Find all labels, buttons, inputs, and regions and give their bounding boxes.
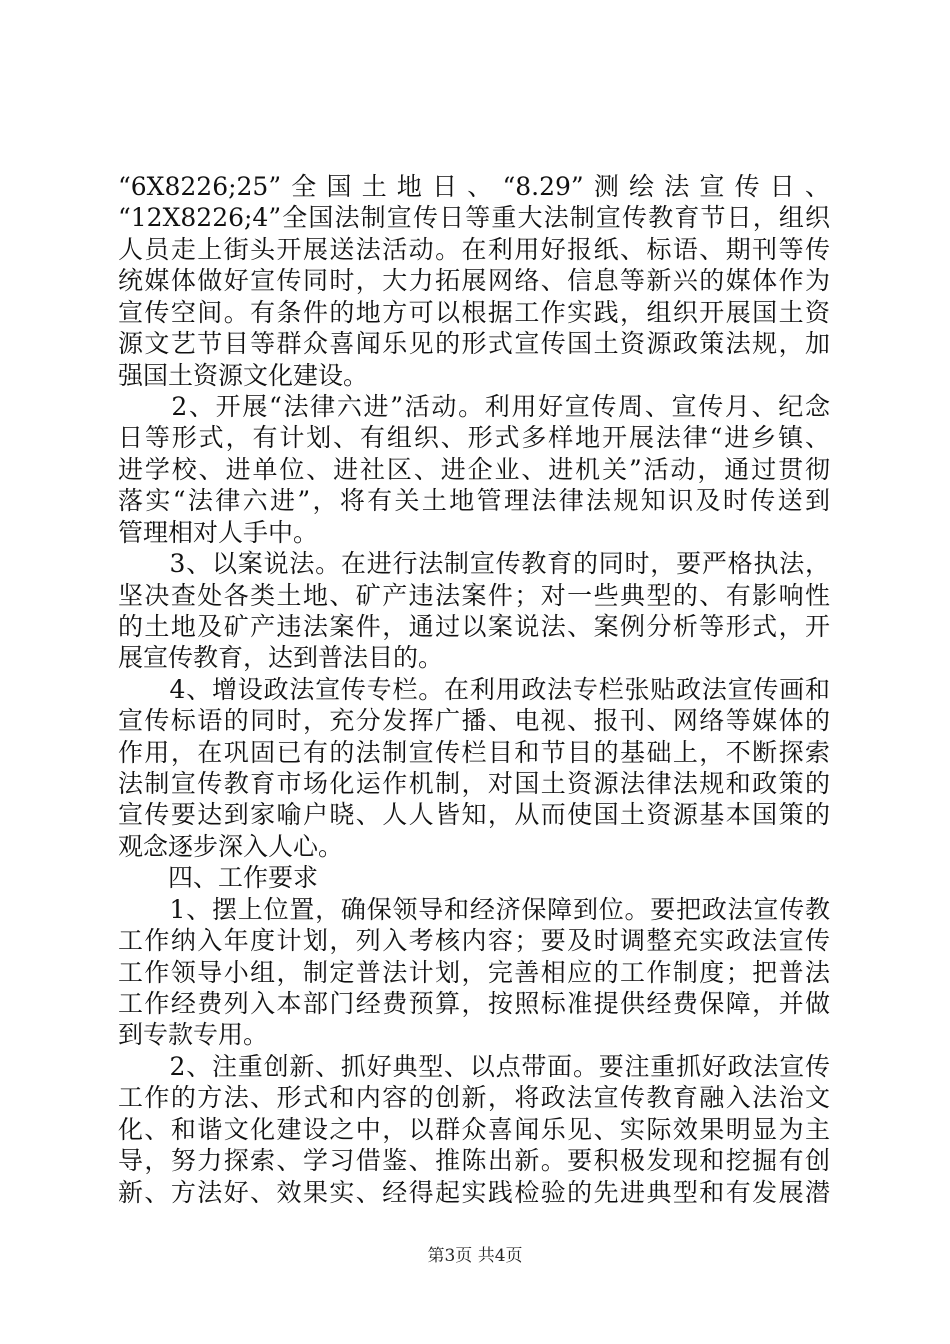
text-line: 工作经费列入本部门经费预算，按照标准提供经费保障，并做	[118, 989, 830, 1019]
text-line: 1、摆上位置，确保领导和经济保障到位。要把政法宣传教	[118, 894, 830, 924]
text-line: 工作的方法、形式和内容的创新，将政法宣传教育融入法治文	[118, 1083, 830, 1113]
text-line: 4、增设政法宣传专栏。在利用政法专栏张贴政法宣传画和	[118, 674, 830, 704]
text-line: 管理相对人手中。	[118, 517, 319, 547]
text-line: “6X8226;25”全国土地日、“8.29”测绘法宣传日、	[118, 172, 830, 201]
text-line: 新、方法好、效果实、经得起实践检验的先进典型和有发展潜	[118, 1177, 830, 1207]
text-line: 强国土资源文化建设。	[118, 360, 369, 390]
text-line: 坚决查处各类土地、矿产违法案件；对一些典型的、有影响性	[118, 580, 830, 610]
text-line: 作用，在巩固已有的法制宣传栏目和节目的基础上，不断探索	[118, 737, 830, 767]
text-line: 观念逐步深入人心。	[118, 831, 344, 861]
text-line: 展宣传教育，达到普法目的。	[118, 643, 444, 673]
text-line: 导，努力探索、学习借鉴、推陈出新。要积极发现和挖掘有创	[118, 1146, 830, 1176]
text-line: “12X8226;4”全国法制宣传日等重大法制宣传教育节日，组织	[118, 203, 830, 233]
text-line: 2、开展“法律六进”活动。利用好宣传周、宣传月、纪念	[118, 391, 830, 421]
page-number-footer: 第3页 共4页	[427, 1246, 523, 1266]
text-line: 日等形式，有计划、有组织、形式多样地开展法律“进乡镇、	[118, 423, 830, 453]
text-line: 进学校、进单位、进社区、进企业、进机关”活动，通过贯彻	[118, 454, 830, 484]
text-line: 源文艺节目等群众喜闻乐见的形式宣传国土资源政策法规，加	[118, 329, 830, 359]
section-heading: 四、工作要求	[118, 863, 319, 893]
text-line: 法制宣传教育市场化运作机制，对国土资源法律法规和政策的	[118, 769, 830, 799]
text-line: 宣传空间。有条件的地方可以根据工作实践，组织开展国土资	[118, 297, 830, 327]
text-line: 宣传要达到家喻户晓、人人皆知，从而使国土资源基本国策的	[118, 800, 830, 830]
text-line: 宣传标语的同时，充分发挥广播、电视、报刊、网络等媒体的	[118, 706, 830, 736]
text-line: 3、以案说法。在进行法制宣传教育的同时，要严格执法，	[118, 549, 830, 579]
text-line: 工作纳入年度计划，列入考核内容；要及时调整充实政法宣传	[118, 926, 830, 956]
text-line: 工作领导小组，制定普法计划，完善相应的工作制度；把普法	[118, 957, 830, 987]
text-line: 2、注重创新、抓好典型、以点带面。要注重抓好政法宣传	[118, 1051, 830, 1081]
text-line: 化、和谐文化建设之中，以群众喜闻乐见、实际效果明显为主	[118, 1114, 830, 1144]
text-line: 的土地及矿产违法案件，通过以案说法、案例分析等形式，开	[118, 611, 830, 641]
text-line: 落实“法律六进”，将有关土地管理法律法规知识及时传送到	[118, 486, 830, 516]
text-line: 人员走上街头开展送法活动。在利用好报纸、标语、期刊等传	[118, 234, 830, 264]
text-line: 到专款专用。	[118, 1020, 269, 1050]
text-line: 统媒体做好宣传同时，大力拓展网络、信息等新兴的媒体作为	[118, 266, 830, 296]
